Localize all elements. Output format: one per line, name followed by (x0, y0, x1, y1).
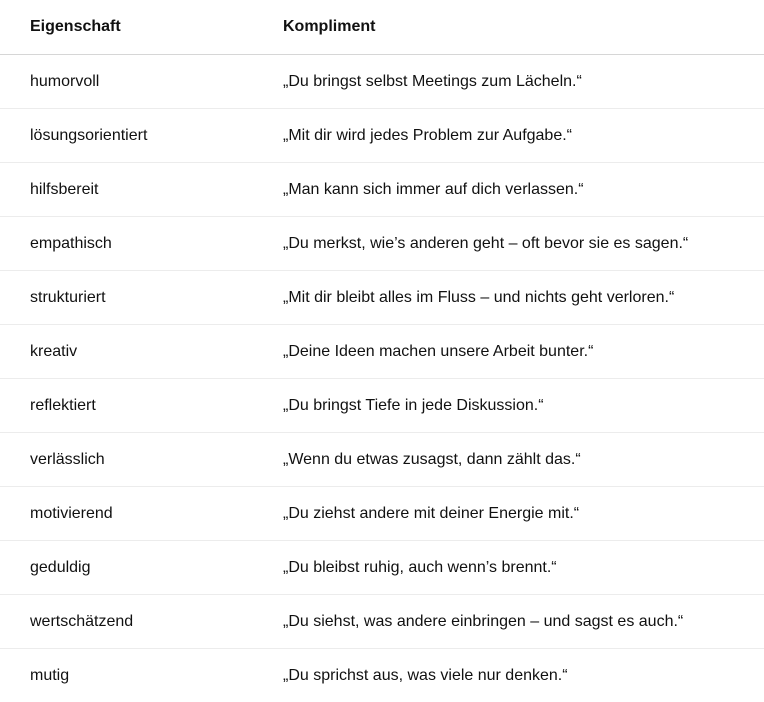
compliment-cell: „Du bleibst ruhig, auch wenn’s brennt.“ (283, 541, 764, 595)
table-row (0, 433, 764, 487)
trait-cell: lösungsorientiert (0, 109, 283, 163)
trait-cell: motivierend (0, 487, 283, 541)
header-row (0, 0, 764, 55)
table-row (0, 55, 764, 109)
trait-cell: geduldig (0, 541, 283, 595)
table-row (0, 325, 764, 379)
table-header (0, 0, 764, 55)
compliment-cell: „Mit dir bleibt alles im Fluss – und nichts geht verloren.“ (283, 271, 764, 325)
trait-cell: wertschätzend (0, 595, 283, 649)
table-row (0, 379, 764, 433)
table-row (0, 595, 764, 649)
compliment-cell: „Man kann sich immer auf dich verlassen.“ (283, 163, 764, 217)
trait-cell: humorvoll (0, 55, 283, 109)
table-row (0, 109, 764, 163)
compliment-cell: „Du bringst selbst Meetings zum Lächeln.“ (283, 55, 764, 109)
compliment-cell: „Deine Ideen machen unsere Arbeit bunter.“ (283, 325, 764, 379)
table-row (0, 541, 764, 595)
table-body (0, 55, 764, 702)
trait-cell: hilfsbereit (0, 163, 283, 217)
table-row (0, 649, 764, 702)
table-row (0, 271, 764, 325)
compliment-cell: „Du merkst, wie’s anderen geht – oft bevor sie es sagen.“ (283, 217, 764, 271)
trait-cell: strukturiert (0, 271, 283, 325)
trait-cell: kreativ (0, 325, 283, 379)
compliment-cell: „Mit dir wird jedes Problem zur Aufgabe.“ (283, 109, 764, 163)
trait-cell: verlässlich (0, 433, 283, 487)
table-row (0, 487, 764, 541)
column-header-compliment: Kompliment (283, 0, 764, 55)
compliment-cell: „Du bringst Tiefe in jede Diskussion.“ (283, 379, 764, 433)
column-header-trait: Eigenschaft (0, 0, 283, 55)
compliment-cell: „Wenn du etwas zusagst, dann zählt das.“ (283, 433, 764, 487)
compliment-cell: „Du ziehst andere mit deiner Energie mit.“ (283, 487, 764, 541)
table-row (0, 217, 764, 271)
table-row (0, 163, 764, 217)
trait-cell: reflektiert (0, 379, 283, 433)
trait-cell: mutig (0, 649, 283, 702)
compliment-cell: „Du siehst, was andere einbringen – und sagst es auch.“ (283, 595, 764, 649)
trait-cell: empathisch (0, 217, 283, 271)
compliment-cell: „Du sprichst aus, was viele nur denken.“ (283, 649, 764, 702)
